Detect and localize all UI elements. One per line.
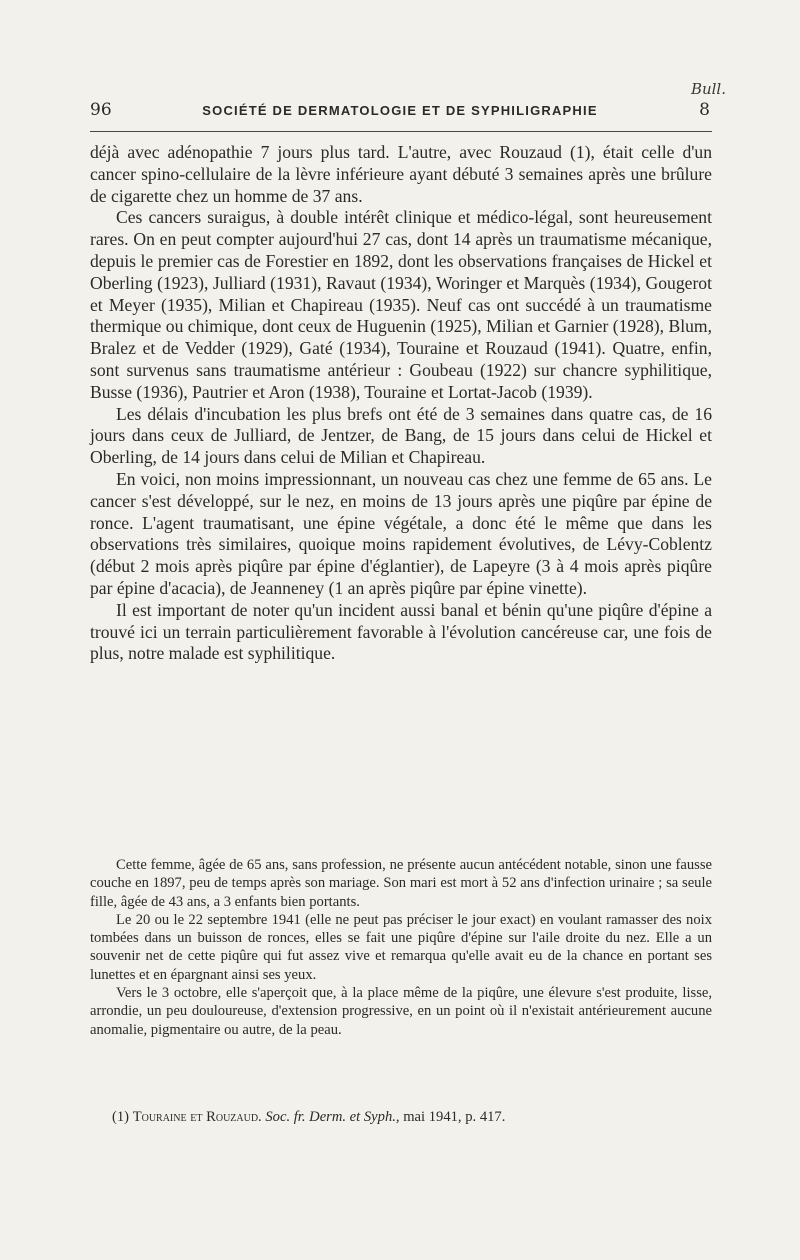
footnote-source: Soc. fr. Derm. et Syph.,: [265, 1109, 400, 1125]
footnote: [112, 1108, 712, 1126]
main-text: [90, 142, 712, 665]
footnote-authors: Touraine et Rouzaud.: [132, 1109, 262, 1125]
footnote-marker: (1): [112, 1109, 130, 1125]
page-number: 96: [90, 100, 112, 120]
journal-title: SOCIÉTÉ DE DERMATOLOGIE ET DE SYPHILIGRAPHIE: [202, 103, 598, 118]
paragraph-continuation: déjà avec adénopathie 7 jours plus tard. L'autre, avec Rouzaud (1), était celle d'un cancer spino-cellulaire de la lèvre inférieure ayant débuté 3 semaines après une brûlure de cigarette chez un homme de 37 ans.: [90, 142, 712, 206]
paragraph-syphilis-note: Il est important de noter qu'un incident aussi banal et bénin qu'une piqûre d'épine a trouvé ici un terrain particulièrement favorable à l'évolution cancéreuse car, une fois de plus, notre malade est syphilitique.: [90, 599, 712, 664]
case-paragraph-history: Cette femme, âgée de 65 ans, sans profession, ne présente aucun antécédent notable, sinon une fausse couche en 1897, peu de temps après son mariage. Son mari est mort à 52 ans d'infection urinaire ; sa seule fille, âgée de 43 ans, a 3 enfants bien portants.: [90, 857, 712, 910]
bulletin-mark: Bull.: [690, 80, 726, 98]
running-head: [90, 100, 710, 126]
case-paragraph-lesion: Vers le 3 octobre, elle s'aperçoit que, à la place même de la piqûre, une élevure s'est produite, lisse, arrondie, un peu douloureuse, d'extension progressive, en un point où il n'existait antérieurement aucune anomalie, pigmentaire ou autre, de la peau.: [90, 985, 712, 1038]
case-report: [90, 856, 712, 1039]
issue-number: 8: [699, 100, 710, 120]
paragraph-new-case: En voici, non moins impressionnant, un nouveau cas chez une femme de 65 ans. Le cancer s'est développé, sur le nez, en moins de 13 jours après une piqûre par épine de ronce. L'agent traumatisant, une épine végétale, a donc été le même que dans les observations très similaires, quoique moins rapidement évolutives, de Lévy-Coblentz (début 2 mois après piqûre par épine d'églantier), de Lapeyre (3 à 4 mois après piqûre par épine d'acacia), de Jeanneney (1 an après piqûre par épine vinette).: [90, 468, 712, 598]
case-paragraph-injury: Le 20 ou le 22 septembre 1941 (elle ne peut pas préciser le jour exact) en voulant ramasser des noix tombées dans un buisson de ronces, elles se fait une piqûre d'épine sur l'aile droite du nez. Elle a un souvenir net de cette piqûre qui fut assez vive et remarqua qu'elle avait eu de la chance en portant ses lunettes et en épargnant ainsi ses yeux.: [90, 911, 712, 983]
footnote-date-pages: mai 1941, p. 417.: [403, 1109, 506, 1125]
paragraph-suraigus-cases: Ces cancers suraigus, à double intérêt clinique et médico-légal, sont heureusement rares. On en peut compter aujourd'hui 27 cas, dont 14 après un traumatisme mécanique, depuis le premier cas de Forestier en 1892, dont les observations françaises de Hickel et Oberling (1923), Julliard (1931), Ravaut (1934), Woringer et Marquès (1934), Gougerot et Meyer (1935), Milian et Chapireau (1935). Neuf cas ont succédé à un traumatisme thermique ou chimique, dont ceux de Huguenin (1925), Milian et Garnier (1928), Blum, Bralez et de Vedder (1929), Gaté (1934), Touraine et Rouzaud (1941). Quatre, enfin, sont survenus sans traumatisme antérieur : Goubeau (1922) sur chancre syphilitique, Busse (1936), Pautrier et Aron (1938), Touraine et Lortat-Jacob (1939).: [90, 207, 712, 402]
paragraph-incubation: Les délais d'incubation les plus brefs ont été de 3 semaines dans quatre cas, de 16 jours dans ceux de Julliard, de Jentzer, de Bang, de 15 jours dans celui de Hickel et Oberling, de 14 jours dans celui de Milian et Chapireau.: [90, 403, 712, 468]
header-rule: [90, 131, 712, 132]
